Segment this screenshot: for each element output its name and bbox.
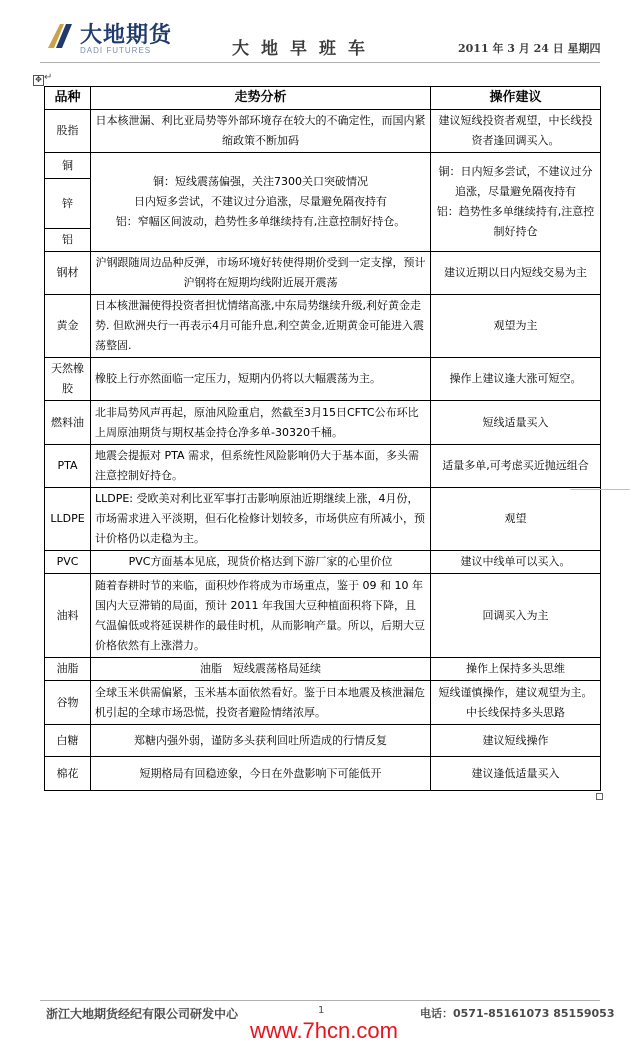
table-row: [45, 681, 601, 725]
analysis-cell: 橡胶上行亦然面临一定压力，短期内仍将以大幅震荡为主。: [91, 358, 431, 401]
advice-cell: 回调买入为主: [431, 574, 601, 658]
product-cell: 锌: [45, 179, 91, 229]
analysis-cell: 地震会提振对 PTA 需求，但系统性风险影响仍大于基本面，多头需注意控制好持仓。: [91, 445, 431, 488]
company-logo: [46, 18, 186, 62]
advice-cell: 观望: [431, 488, 601, 551]
product-cell: 白糖: [45, 725, 91, 757]
header-analysis: 走势分析: [91, 87, 431, 110]
table-row: [45, 488, 601, 551]
product-cell: 天然橡胶: [45, 358, 91, 401]
watermark-text: www.7hcn.com: [250, 1018, 398, 1043]
analysis-cell: 全球玉米供需偏紧，玉米基本面依然看好。鉴于日本地震及核泄漏危机引起的全球市场恐慌，投资者避险情绪浓厚。: [91, 681, 431, 725]
report-date: 2011 年 3 月 24 日 星期四: [458, 42, 601, 55]
table-row: [45, 445, 601, 488]
table-row: [45, 574, 601, 658]
table-header-row: [45, 87, 601, 110]
advice-metals-line: 铜：日内短多尝试，不建议过分追涨，尽量避免隔夜持有 铝：趋势性多单继续持有,注意控制好持仓: [436, 165, 595, 238]
logo-text-en: DADI FUTURES: [80, 46, 152, 55]
margin-line: [570, 489, 630, 490]
analysis-copper-line: 铜：短线震荡偏强，关注7300关口突破情况 日内短多尝试，不建议过分追涨，尽量避免隔夜持有 铝：窄幅区间波动，趋势性多单继续持有,注意控制好持仓。: [115, 175, 406, 228]
advice-cell: 观望为主: [431, 295, 601, 358]
page-number: 1: [318, 1005, 325, 1016]
product-cell: 钢材: [45, 252, 91, 295]
footer-company: 浙江大地期货经纪有限公司研发中心: [46, 1007, 239, 1021]
logo-text-cn: 大地期货: [80, 23, 173, 48]
product-cell: 油料: [45, 574, 91, 658]
analysis-cell: 日本核泄漏使得投资者担忧情绪高涨,中东局势继续升级,利好黄金走势. 但欧洲央行一再表示4月可能升息,利空黄金,近期黄金可能进入震荡整固.: [91, 295, 431, 358]
analysis-cell: [91, 153, 431, 252]
advice-cell: 操作上保持多头思维: [431, 658, 601, 681]
table-row: [45, 658, 601, 681]
table-row: [45, 110, 601, 153]
table-row: [45, 153, 601, 179]
paragraph-mark-icon: ↵: [44, 72, 53, 83]
market-table: [44, 86, 601, 791]
analysis-cell: LLDPE: 受欧美对利比亚军事打击影响原油近期继续上涨，4月份，市场需求进入平淡期，但石化检修计划较多，市场供应有所减小，预计价格仍以走稳为主。: [91, 488, 431, 551]
table-row: [45, 725, 601, 757]
advice-cell: 短线适量买入: [431, 401, 601, 445]
analysis-cell: 短期格局有回稳迹象，今日在外盘影响下可能低开: [91, 757, 431, 791]
footer-divider: [40, 1000, 600, 1001]
header-advice: 操作建议: [431, 87, 601, 110]
table-row: [45, 551, 601, 574]
report-title: 大地早班车: [232, 39, 377, 59]
analysis-cell: 郑糖内强外弱，谨防多头获利回吐所造成的行情反复: [91, 725, 431, 757]
table-row: [45, 757, 601, 791]
product-cell: 黄金: [45, 295, 91, 358]
analysis-cell: 油脂 短线震荡格局延续: [91, 658, 431, 681]
advice-cell: 建议短线操作: [431, 725, 601, 757]
product-cell: 铜: [45, 153, 91, 179]
table-row: [45, 252, 601, 295]
advice-cell: [431, 153, 601, 252]
page-header: [0, 0, 644, 70]
product-cell: 股指: [45, 110, 91, 153]
product-cell: 燃料油: [45, 401, 91, 445]
product-cell: 铝: [45, 229, 91, 252]
analysis-cell: 日本核泄漏、利比亚局势等外部环境存在较大的不确定性，而国内紧缩政策不断加码: [91, 110, 431, 153]
advice-cell: 短线谨慎操作，建议观望为主。中长线保持多头思路: [431, 681, 601, 725]
header-divider: [40, 62, 600, 63]
advice-cell: 建议逢低适量买入: [431, 757, 601, 791]
table-row: [45, 295, 601, 358]
advice-cell: 操作上建议逢大涨可短空。: [431, 358, 601, 401]
table-row: [45, 358, 601, 401]
analysis-cell: 沪钢跟随周边品种反弹，市场环境好转使得期价受到一定支撑，预计沪钢将在短期均线附近展开震荡: [91, 252, 431, 295]
logo-mark-icon: [46, 20, 76, 50]
header-product: 品种: [45, 87, 91, 110]
analysis-cell: PVC方面基本见底，现货价格达到下游厂家的心里价位: [91, 551, 431, 574]
product-cell: LLDPE: [45, 488, 91, 551]
table-anchor-icon[interactable]: ✥: [33, 75, 44, 86]
product-cell: 棉花: [45, 757, 91, 791]
table-resize-handle[interactable]: [596, 793, 603, 800]
advice-cell: 建议短线投资者观望，中长线投资者逢回调买入。: [431, 110, 601, 153]
footer-phone: 电话：0571-85161073 85159053: [420, 1007, 615, 1020]
analysis-cell: 随着春耕时节的来临，面积炒作将成为市场重点，鉴于 09 和 10 年国内大豆滞销的局面，预计 2011 年我国大豆种植面积将下降，且气温偏低或将延误耕作的最佳时机，从而影响产量。所以，后期大豆价格依然有上涨潜力。: [91, 574, 431, 658]
advice-cell: 建议近期以日内短线交易为主: [431, 252, 601, 295]
analysis-cell: 北非局势风声再起，原油风险重启，然截至3月15日CFTC公布环比上周原油期货与期权基金持仓净多单-30320千桶。: [91, 401, 431, 445]
product-cell: PVC: [45, 551, 91, 574]
advice-cell: 建议中线单可以买入。: [431, 551, 601, 574]
product-cell: PTA: [45, 445, 91, 488]
product-cell: 谷物: [45, 681, 91, 725]
advice-cell: 适量多单,可考虑买近抛远组合: [431, 445, 601, 488]
product-cell: 油脂: [45, 658, 91, 681]
table-row: [45, 401, 601, 445]
